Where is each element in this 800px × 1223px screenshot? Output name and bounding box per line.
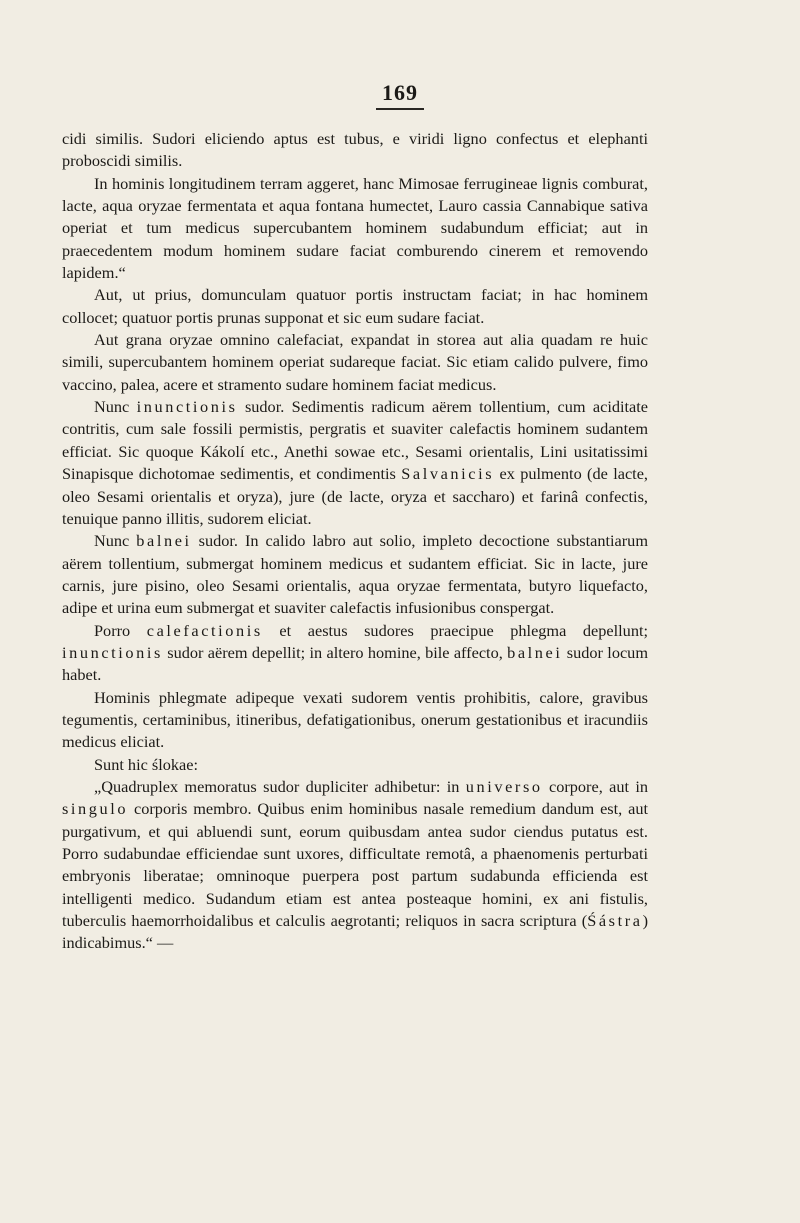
spaced-term: balnei: [507, 642, 563, 662]
paragraph: [62, 396, 648, 530]
spaced-term: balnei: [136, 531, 192, 551]
text-run: sudor aërem depellit; in altero homine, bile affecto,: [162, 642, 508, 662]
paragraph: [62, 530, 648, 619]
paragraph: cidi similis. Sudori eliciendo aptus est tubus, e viridi ligno confectus et elephanti proboscidi similis.: [62, 129, 648, 171]
paragraph: [62, 776, 648, 955]
paragraph: Hominis phlegmate adipeque vexati sudorem ventis prohibitis, calore, gravibus tegumentis, certaminibus, itineribus, defatigationibus, onerum gestationibus et iracundiis medicus eliciat.: [62, 687, 648, 752]
text-run: corpore, aut in: [542, 776, 649, 796]
text-run: et aestus sudores praecipue phlegma depellunt;: [262, 620, 649, 640]
spaced-term: inunctionis: [136, 397, 238, 417]
text-run: ) indicabimus.“ —: [62, 911, 648, 953]
paragraph: [62, 620, 648, 687]
paragraph: Aut grana oryzae omnino calefaciat, expandat in storea aut alia quadam re huic simili, supercubantem hominem operiat sudareque faciat. Sic etiam calido pulvere, fimo vaccino, palea, acere et stramento sudare hominem faciat medicus.: [62, 330, 648, 394]
spaced-term: singulo: [62, 799, 129, 819]
text-run: Porro: [94, 620, 147, 640]
paragraph: Aut, ut prius, domunculam quatuor portis instructam faciat; in hac hominem collocet; quatuor portis prunas supponat et sic eum sudare faciat.: [62, 285, 648, 327]
text-run: ex pulmento (de lacte, oleo Sesami orientalis et oryza), jure (de lacte, oryza et saccharo) et farinâ confectis, tenuique panno illitis, sudorem eliciat.: [62, 464, 648, 528]
text-run: corporis membro. Quibus enim hominibus nasale remedium dandum est, aut purgativum, et qui abluendi sunt, eorum quibusdam antea sudor ciendus putatus est. Porro sudabundae efficiendae sunt uxores, difficultate remotâ, a phaenomenis perturbati embryonis liberatae; omninoque puerpera post partum sudabunda efficienda est intelligenti medico. Sudandum etiam est antea posteaque homini, ex ani fistulis, tuberculis haemorrhoidalibus et calculis aegrotanti; reliquos in sacra scriptura (: [62, 799, 648, 931]
text-run: „Quadruplex memoratus sudor dupliciter adhibetur: in: [94, 776, 466, 796]
paragraph: Sunt hic ślokae:: [94, 754, 199, 774]
text-run: sudor. Sedimentis radicum aërem tollentium, cum aciditate contritis, cum sale fossili permistis, pergratis et suaviter calefactis hominem sudantem efficiat. Sic quoque Kákolí etc., Anethi sowae etc., Sesami orientalis, Lini usitatissimi Sinapisque dichotomae sedimentis, et condimentis: [62, 397, 649, 484]
spaced-term: Salvanicis: [401, 464, 495, 484]
text-run: Nunc: [94, 531, 137, 551]
spaced-term: calefactionis: [146, 620, 263, 640]
text-run: Nunc: [94, 397, 137, 417]
body-text: [62, 128, 648, 955]
paragraph: In hominis longitudinem terram aggeret, hanc Mimosae ferrugineae lignis comburat, lacte, aqua oryzae fermentata et aqua fontana humectet, Lauro cassia Cannabique sativa operiat et tum medicus supercubantem hominem sudabundum efficiat; aut in praecedentem modum hominem sudare faciat comburendo cinerem et removendo lapidem.“: [62, 173, 648, 283]
page-number: 169: [0, 80, 800, 110]
text-run: sudor. In calido labro aut solio, impleto decoctione substantiarum aërem tollentium, submergat hominem medicus et sudantem efficiat. Sic in lacte, jure carnis, jure pisino, oleo Sesami orientalis, aqua oryzae fermentata, butyro liquefacto, adipe et urina eum submergat et suaviter calefactis infusionibus conspergat.: [62, 531, 648, 618]
spaced-term: universo: [465, 776, 543, 796]
spaced-term: inunctionis: [62, 642, 163, 662]
text-run: sudor locum habet.: [62, 642, 648, 685]
spaced-term: Śástra: [587, 911, 643, 931]
